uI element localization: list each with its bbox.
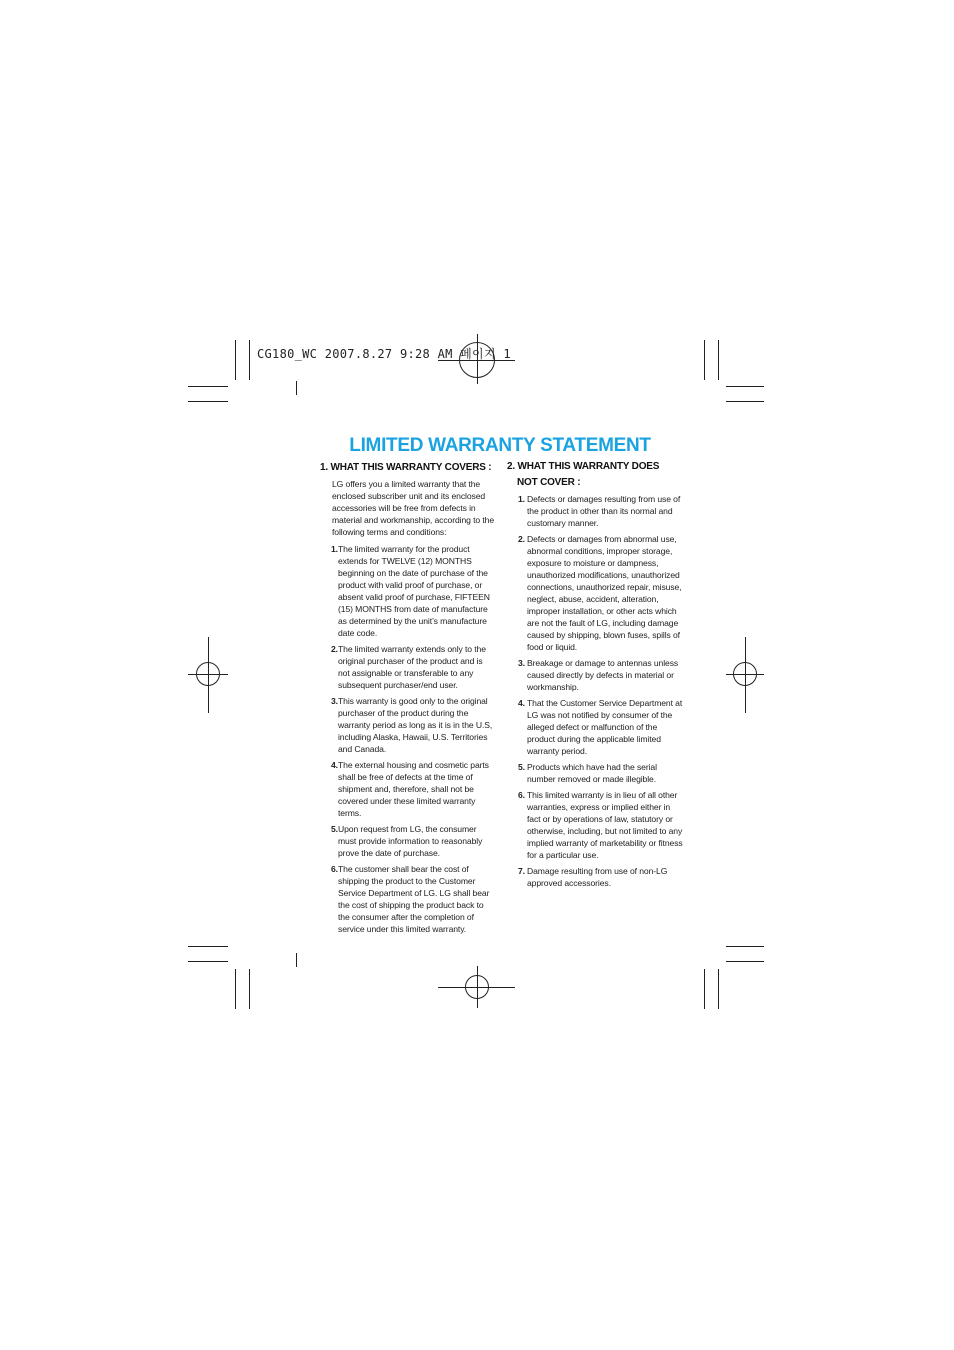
item-number: 5. [331,824,338,834]
list-item [320,863,496,935]
list-item [507,657,685,693]
crop-mark-line [296,953,297,967]
item-text: That the Customer Service Department at LG was not notified by consumer of the alleged defect or malfunction of the product during the applicable limited warranty period. [527,698,683,756]
list-item [320,643,496,691]
item-text: Damage resulting from use of non-LG approved accessories. [527,866,668,888]
list-item [507,761,685,785]
section-warranty-covers [320,460,496,939]
crop-mark-line [249,340,250,380]
item-number: 4. [518,698,525,708]
item-number: 5. [518,762,525,772]
item-text: Upon request from LG, the consumer must provide information to reasonably prove the date of purchase. [338,824,483,858]
section-heading [507,459,685,491]
crop-mark-line [726,946,764,947]
item-number: 3. [518,658,525,668]
list-item [320,543,496,639]
item-number: 1. [518,494,525,504]
item-text: The external housing and cosmetic parts shall be free of defects at the time of shipment and, therefore, shall not be covered under these limited warranty terms. [338,760,489,818]
item-text: Defects or damages from abnormal use, abnormal conditions, improper storage, exposure to moisture or dampness, unauthorized modifications, unauthorized connections, unauthorized repair, misuse, neglect, abuse, accident, alteration, improper installation, or other acts which are not the fault of LG, including damage caused by shipping, blown fuses, spills of food or liquid. [527,534,682,652]
item-text: The customer shall bear the cost of shipping the product to the Customer Service Department of LG. LG shall bear the cost of shipping the product back to the consumer after the completion of service under this limited warranty. [338,864,490,934]
crop-mark-line [296,381,297,395]
crop-mark-line [718,969,719,1009]
crop-mark-line [235,969,236,1009]
section-warranty-not-covers [507,459,685,893]
list-item [507,493,685,529]
item-number: 6. [518,790,525,800]
crop-mark-line [704,969,705,1009]
item-text: Products which have had the serial number removed or made illegible. [527,762,657,784]
section-heading-line: 2. WHAT THIS WARRANTY DOES [507,461,660,472]
crop-mark-line [726,386,764,387]
print-slug: CG180_WC 2007.8.27 9:28 AM 페이지 1 [257,347,511,361]
crop-mark-line [235,340,236,380]
item-number: 1. [331,544,338,554]
item-text: Breakage or damage to antennas unless caused directly by defects in material or workmanship. [527,658,679,692]
item-text: The limited warranty extends only to the original purchaser of the product and is not assignable or transferable to any subsequent purchaser/end user. [338,644,486,690]
crop-mark-line [704,340,705,380]
not-covers-list [507,493,685,889]
item-text: This limited warranty is in lieu of all other warranties, express or implied either in fact or by operations of law, statutory or otherwise, including, but not limited to any implied warranty of marketability or fitness for a particular use. [527,790,683,860]
crop-mark-line [188,386,228,387]
crop-mark-line [726,961,764,962]
item-number: 2. [331,644,338,654]
crop-mark-line [249,969,250,1009]
section-heading: 1. WHAT THIS WARRANTY COVERS : [320,462,492,473]
item-number: 3. [331,696,338,706]
list-item [507,533,685,653]
crop-mark-line [188,961,228,962]
item-number: 6. [331,864,338,874]
section-heading-line: NOT COVER : [517,477,581,488]
list-item [507,865,685,889]
registration-circle [733,662,757,686]
list-item [320,823,496,859]
item-text: The limited warranty for the product extends for TWELVE (12) MONTHS beginning on the date of purchase of the product with valid proof of purchase, or absent valid proof of purchase, FIFTEEN (15) MONTHS from date of manufacture as determined by the unit’s manufacture date code. [338,544,490,638]
registration-circle [196,662,220,686]
list-item [507,697,685,757]
list-item [320,759,496,819]
crop-mark-line [188,946,228,947]
list-item [320,695,496,755]
crop-mark-line [188,401,228,402]
item-text: Defects or damages resulting from use of the product in other than its normal and customary manner. [527,494,681,528]
item-number: 2. [518,534,525,544]
item-text: This warranty is good only to the original purchaser of the product during the warranty period as long as it is in the U.S, including Alaska, Hawaii, U.S. Territories and Canada. [338,696,493,754]
page-title: LIMITED WARRANTY STATEMENT [349,434,651,456]
item-number: 7. [518,866,525,876]
item-number: 4. [331,760,338,770]
crop-mark-line [718,340,719,380]
crop-mark-line [726,401,764,402]
covers-list [320,543,496,935]
section-intro: LG offers you a limited warranty that the enclosed subscriber unit and its enclosed accessories will be free from defects in material and workmanship, according to the following terms and conditions: [332,479,495,537]
list-item [507,789,685,861]
registration-circle [465,975,489,999]
